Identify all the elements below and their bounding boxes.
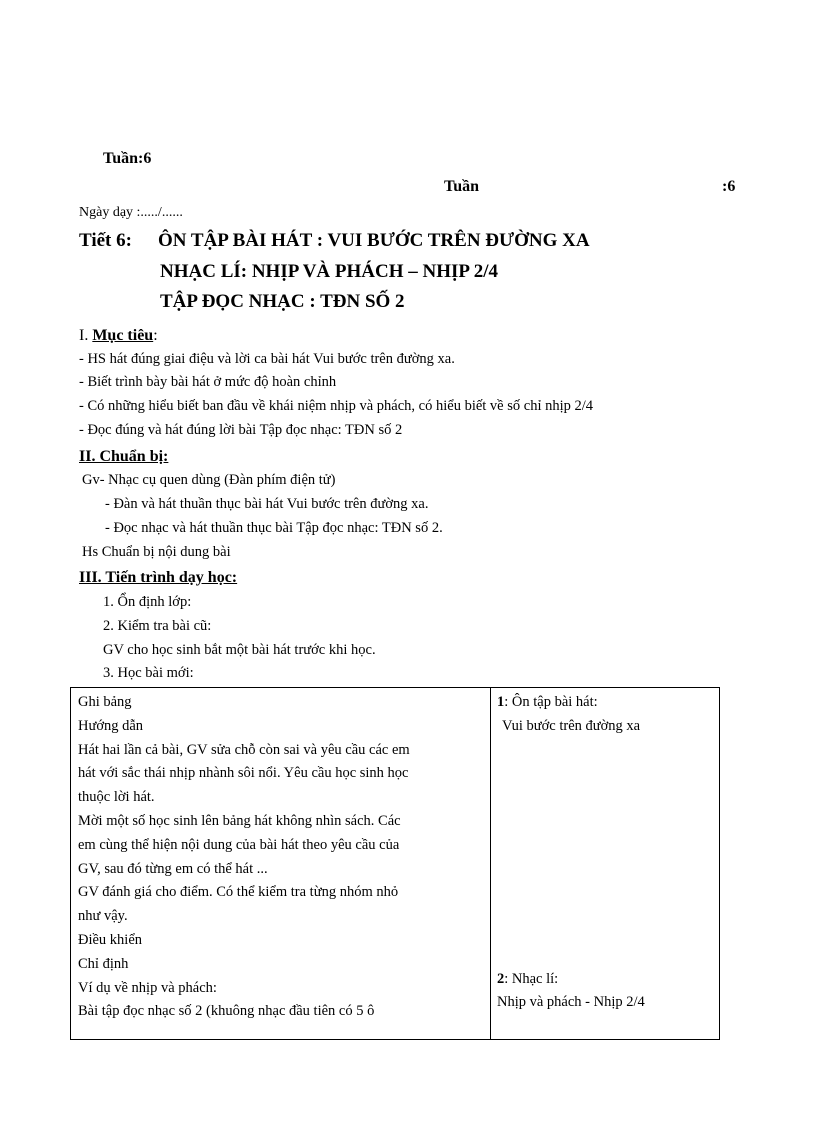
week-heading: Tuần:6 xyxy=(103,150,152,167)
content-song-name: Vui bước trên đường xa xyxy=(502,717,641,734)
lesson-title-1: ÔN TẬP BÀI HÁT : VUI BƯỚC TRÊN ĐƯỜNG XA xyxy=(158,230,590,251)
section-number: I. xyxy=(79,327,89,344)
objective-item: - Đọc đúng và hát đúng lời bài Tập đọc nhạc: TĐN số 2 xyxy=(79,422,403,438)
activity-line: GV đánh giá cho điểm. Có thể kiểm tra từng nhóm nhỏ xyxy=(78,884,399,901)
activity-line: Hướng dẫn xyxy=(78,717,144,734)
week-value: :6 xyxy=(722,178,736,195)
content-heading-text: : Nhạc lí: xyxy=(504,970,559,987)
section-objectives-heading xyxy=(79,327,158,345)
lesson-title-2: NHẠC LÍ: NHỊP VÀ PHÁCH – NHỊP 2/4 xyxy=(160,261,498,282)
activity-line: GV, sau đó từng em có thể hát ... xyxy=(78,860,268,877)
activity-line: Bài tập đọc nhạc số 2 (khuông nhạc đầu tiên có 5 ô xyxy=(78,1003,375,1020)
activity-line: Điều khiển xyxy=(78,931,143,948)
content-spacer xyxy=(497,739,719,968)
content-number: 2 xyxy=(497,970,505,987)
activity-line: thuộc lời hát. xyxy=(78,789,155,806)
activity-line: Ví dụ về nhịp và phách: xyxy=(78,979,217,996)
content-heading-theory xyxy=(497,968,719,992)
activity-line: Hát hai lần cả bài, GV sửa chỗ còn sai và yêu cầu các em xyxy=(78,741,410,758)
objective-item: - HS hát đúng giai điệu và lời ca bài hát Vui bước trên đường xa. xyxy=(79,351,455,367)
section-preparation-heading: II. Chuẩn bị: xyxy=(79,448,169,465)
activity-line: em cùng thể hiện nội dung của bài hát theo yêu cầu của xyxy=(78,836,400,853)
content-column xyxy=(491,688,720,1040)
content-theory-name: Nhịp và phách - Nhịp 2/4 xyxy=(497,994,645,1011)
preparation-item: - Đàn và hát thuần thục bài hát Vui bước trên đường xa. xyxy=(105,496,429,512)
process-item: 3. Học bài mới: xyxy=(103,665,194,681)
activity-line: hát với sắc thái nhịp nhành sôi nổi. Yêu cầu học sinh học xyxy=(78,765,409,782)
section-colon: : xyxy=(153,327,158,344)
activity-line: Mời một số học sinh lên bảng hát không nhìn sách. Các xyxy=(78,812,401,829)
teaching-date: Ngày dạy :...../...... xyxy=(79,205,183,220)
lesson-label: Tiết 6: xyxy=(79,230,132,251)
objective-item: - Có những hiểu biết ban đầu về khái niệm nhịp và phách, có hiểu biết về số chỉ nhịp 2/4 xyxy=(79,398,594,414)
content-heading-text: : Ôn tập bài hát: xyxy=(504,694,598,710)
activity-line: Chỉ định xyxy=(78,955,129,972)
preparation-item: Gv- Nhạc cụ quen dùng (Đàn phím điện tử) xyxy=(82,472,336,488)
lesson-title-3: TẬP ĐỌC NHẠC : TĐN SỐ 2 xyxy=(160,291,405,312)
process-item: GV cho học sinh bắt một bài hát trước khi học. xyxy=(103,642,376,658)
section-process-heading: III. Tiến trình dạy học: xyxy=(79,569,238,586)
content-number: 1 xyxy=(497,694,505,710)
process-item: 1. Ổn định lớp: xyxy=(103,594,192,610)
activity-column xyxy=(71,688,491,1040)
lesson-table xyxy=(70,687,720,1040)
process-item: 2. Kiểm tra bài cũ: xyxy=(103,618,212,634)
content-heading-song xyxy=(497,691,719,715)
week-label: Tuần xyxy=(444,178,479,195)
objective-item: - Biết trình bày bài hát ở mức độ hoàn chỉnh xyxy=(79,374,337,390)
preparation-item: Hs Chuẩn bị nội dung bài xyxy=(82,544,231,560)
activity-line: Ghi bảng xyxy=(78,694,132,710)
preparation-item: - Đọc nhạc và hát thuần thục bài Tập đọc nhạc: TĐN số 2. xyxy=(105,520,443,536)
activity-line: như vậy. xyxy=(78,908,128,925)
section-title: Mục tiêu xyxy=(92,327,154,344)
